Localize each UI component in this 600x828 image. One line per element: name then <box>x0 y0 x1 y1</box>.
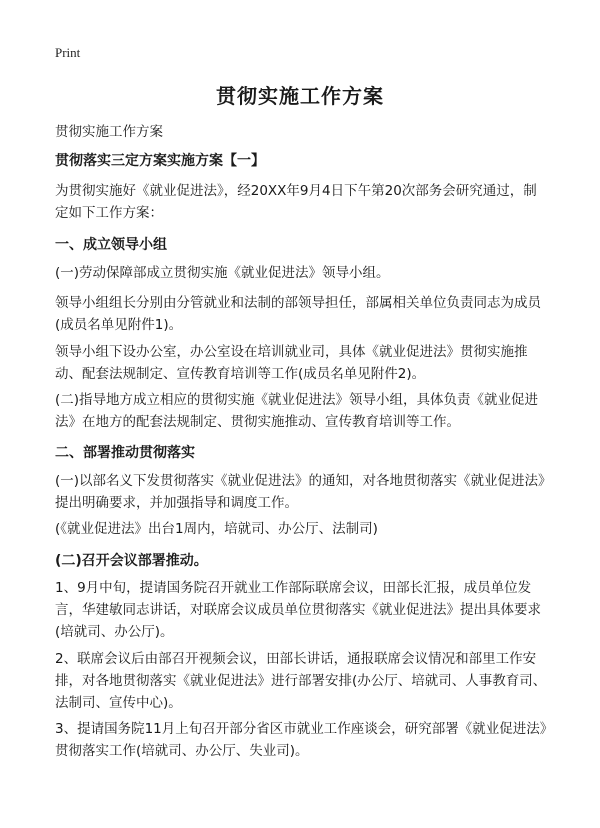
document-title: 贯彻实施工作方案 <box>216 84 384 108</box>
paragraph-9: 3、提请国务院11月上旬召开部分省区市就业工作座谈会，研究部署《就业促进法》贯彻落实工作(培就司、办公厅、失业司)。 <box>55 721 547 759</box>
paragraph-6: (《就业促进法》出台1周内，培就司、办公厅、法制司) <box>55 521 378 537</box>
print-label: Print <box>55 45 81 60</box>
heading-2: 二、部署推动贯彻落实 <box>55 445 195 461</box>
heading-1: 一、成立领导小组 <box>55 237 167 253</box>
paragraph-2: 领导小组组长分别由分管就业和法制的部领导担任，部属相关单位负责同志为成员(成员名单见附件1)。 <box>55 295 541 333</box>
paragraph-3: 领导小组下设办公室，办公室设在培训就业司，具体《就业促进法》贯彻实施推动、配套法规制定、宣传教育培训等工作(成员名单见附件2)。 <box>55 344 528 382</box>
paragraph-4: (二)指导地方成立相应的贯彻实施《就业促进法》领导小组，具体负责《就业促进法》在地方的配套法规制定、贯彻实施推动、宣传教育培训等工作。 <box>55 392 539 430</box>
heading-3: (二)召开会议部署推动。 <box>55 553 208 569</box>
intro-paragraph: 为贯彻实施好《就业促进法》，经20XX年9月4日下午第20次部务会研究通过，制定如下工作方案： <box>55 183 537 221</box>
paragraph-8: 2、联席会议后由部召开视频会议，田部长讲话，通报联席会议情况和部里工作安排，对各地贯彻落实《就业促进法》进行部署安排(办公厅、培就司、人事教育司、法制司、宣传中心)。 <box>55 651 547 711</box>
section-heading: 贯彻落实三定方案实施方案【一】 <box>55 153 265 169</box>
paragraph-1: (一)劳动保障部成立贯彻实施《就业促进法》领导小组。 <box>55 265 390 281</box>
paragraph-7: 1、9月中旬，提请国务院召开就业工作部际联席会议，田部长汇报，成员单位发言，华建敏同志讲话，对联席会议成员单位贯彻落实《就业促进法》提出具体要求(培就司、办公厅)。 <box>55 580 541 640</box>
paragraph-5: (一)以部名义下发贯彻落实《就业促进法》的通知，对各地贯彻落实《就业促进法》提出明确要求，并加强指导和调度工作。 <box>55 473 545 511</box>
document-subtitle: 贯彻实施工作方案 <box>55 124 163 140</box>
